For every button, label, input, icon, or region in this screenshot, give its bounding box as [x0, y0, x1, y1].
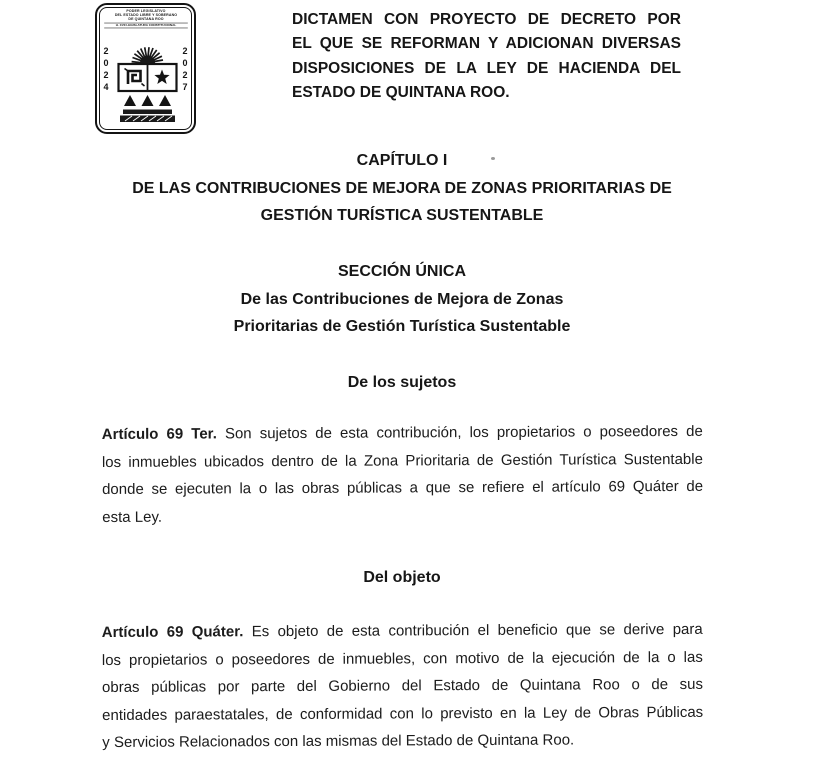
- article-label: Artículo 69 Ter.: [101, 425, 217, 444]
- year-digit: 2: [182, 46, 188, 56]
- shell-bars-icon: [120, 110, 175, 123]
- paragraph-line: y Servicios Relacionados con las mismas del Estado de Quintana Roo.: [102, 731, 575, 752]
- paragraph-line: donde se ejecuten la o las obras públicas a que se refiere el artículo 69 Quáter de: [102, 478, 704, 499]
- document-title: [292, 8, 681, 105]
- chapter-heading: [102, 147, 702, 230]
- year-digit: 4: [103, 82, 109, 92]
- object-heading: Del objeto: [363, 569, 441, 586]
- section-title: SECCIÓN ÚNICA: [337, 263, 466, 280]
- paragraph-line: entidades paraestatales, de conformidad con lo previsto en la Ley de Obras Públicas: [102, 703, 704, 724]
- paragraph-line: los propietarios o poseedores de inmuebles, con motivo de la ejecución de la o las: [101, 648, 703, 669]
- title-line: DISPOSICIONES DE LA LEY DE HACIENDA DEL: [292, 59, 681, 77]
- article-label: Artículo 69 Quáter.: [101, 623, 244, 642]
- paragraph-text: Son sujetos de esta contribución, los propietarios o poseedores de: [224, 422, 703, 443]
- chapter-subtitle-line: GESTIÓN TURÍSTICA SUSTENTABLE: [260, 207, 544, 224]
- article-69-quater: [102, 616, 704, 757]
- subjects-heading: De los sujetos: [347, 374, 457, 391]
- seal-legislature-banner: H. XVII LEGISLATURA CONSTITUCIONAL: [104, 22, 188, 28]
- year-digit: 0: [182, 58, 188, 68]
- seal-title-line: DE QUINTANA ROO: [127, 17, 164, 22]
- seal-title-line: DEL ESTADO LIBRE Y SOBERANO: [114, 13, 177, 17]
- paragraph-text: Es objeto de esta contribución el beneficio que se derive para: [251, 620, 703, 641]
- article-69-ter: [102, 418, 704, 532]
- year-digit: 7: [182, 82, 188, 92]
- title-line: ESTADO DE QUINTANA ROO.: [292, 83, 510, 101]
- sun-rays-icon: [132, 47, 163, 63]
- year-digit: 2: [182, 70, 188, 80]
- chapter-title: CAPÍTULO I: [356, 152, 448, 169]
- year-digit: 2: [103, 70, 109, 80]
- title-line: DICTAMEN CON PROYECTO DE DECRETO POR: [292, 11, 681, 28]
- section-heading: [102, 258, 702, 341]
- paragraph-line: esta Ley.: [102, 508, 163, 526]
- paragraph-line: obras públicas por parte del Gobierno del Estado de Quintana Roo o de sus: [101, 676, 704, 697]
- section-subtitle-line: Prioritarias de Gestión Turística Sustentable: [233, 318, 571, 335]
- title-line: EL QUE SE REFORMAN Y ADICIONAN DIVERSAS: [292, 35, 681, 53]
- year-digit: 0: [103, 58, 109, 68]
- state-coat-of-arms: [97, 5, 198, 136]
- mayan-triangles-icon: [124, 95, 171, 106]
- paragraph-line: [102, 616, 703, 647]
- paragraph-line: los inmuebles ubicados dentro de la Zona Prioritaria de Gestión Turística Sustentable: [101, 450, 703, 471]
- legislature-seal: [95, 3, 196, 134]
- section-subtitle-line: De las Contribuciones de Mejora de Zonas: [240, 290, 564, 308]
- paragraph-line: [102, 418, 703, 449]
- chapter-subtitle-line: DE LAS CONTRIBUCIONES DE MEJORA DE ZONAS PRIORITARIAS DE: [132, 179, 672, 197]
- year-digit: 2: [103, 46, 109, 56]
- seal-title-line: PODER LEGISLATIVO: [125, 9, 166, 13]
